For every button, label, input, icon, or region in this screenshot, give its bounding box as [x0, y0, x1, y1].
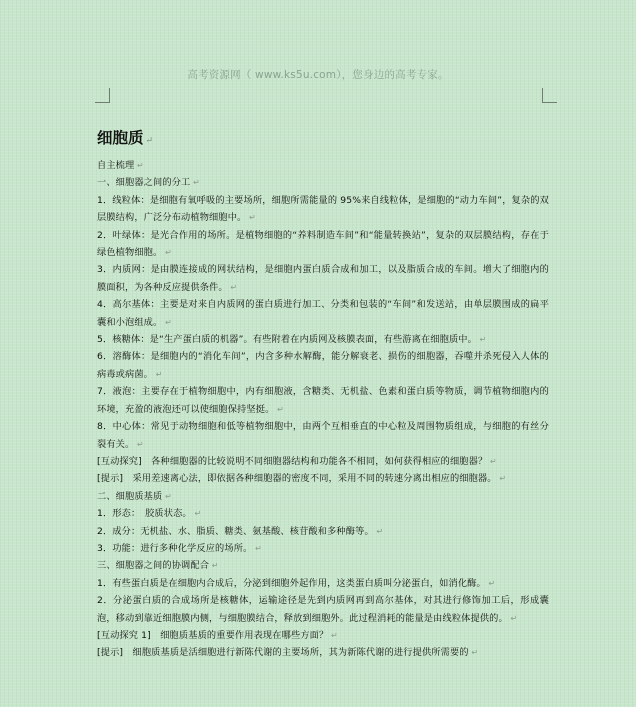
page-header: 高考资源网（ www.ks5u.com），您身边的高考专家。 [187, 69, 449, 81]
paragraph: 4．高尔基体：主要是对来自内质网的蛋白质进行加工、分类和包装的“车间”和发送站，由单层膜围成的扁平囊和小泡组成。 ↵ [97, 296, 549, 331]
title-text: 细胞质 [97, 128, 144, 147]
paragraph: 2．分泌蛋白质的合成场所是核糖体，运输途径是先到内质网再到高尔基体，对其进行修饰加工后，形成囊泡，移动到靠近细胞膜内侧，与细胞膜结合，释放到细胞外。此过程消耗的能量是由线粒体提供的。 ↵ [97, 592, 549, 627]
paragraph: 2．成分：无机盐、水、脂质、糖类、氨基酸、核苷酸和多种酶等。 ↵ [97, 523, 549, 540]
paragraph: 1．线粒体：是细胞有氧呼吸的主要场所，细胞所需能量的 95%来自线粒体，是细胞的“动力车间”，复杂的双层膜结构，广泛分布动植物细胞中。 ↵ [97, 192, 549, 227]
paragraph: 3．功能：进行多种化学反应的场所。 ↵ [97, 540, 549, 557]
paragraph: 2．叶绿体：是光合作用的场所。是植物细胞的“养料制造车间”和“能量转换站”，复杂的双层膜结构，存在于绿色植物细胞。 ↵ [97, 227, 549, 262]
paragraph: 1．有些蛋白质是在细胞内合成后，分泌到细胞外起作用，这类蛋白质叫分泌蛋白，如消化酶。 ↵ [97, 575, 549, 592]
paragraph: [提示] 细胞质基质是活细胞进行新陈代谢的主要场所，其为新陈代谢的进行提供所需要的 ↵ [97, 644, 549, 661]
paragraph: 3．内质网：是由膜连接成的网状结构，是细胞内蛋白质合成和加工，以及脂质合成的车间。增大了细胞内的膜面积，为各种反应提供条件。 ↵ [97, 261, 549, 296]
paragraph: 8．中心体：常见于动物细胞和低等植物细胞中，由两个互相垂直的中心粒及周围物质组成，与细胞的有丝分裂有关。 ↵ [97, 418, 549, 453]
document-title [97, 126, 549, 148]
paragraph: 自主梳理 ↵ [97, 157, 549, 174]
paragraph: 一、细胞器之间的分工 ↵ [97, 174, 549, 191]
paragraph: [互动探究] 各种细胞器的比较说明不同细胞器结构和功能各不相同，如何获得相应的细胞器？ ↵ [97, 453, 549, 470]
crop-mark-left [95, 88, 110, 103]
paragraph: [互动探究 1] 细胞质基质的重要作用表现在哪些方面？ ↵ [97, 627, 549, 644]
document-body [97, 157, 549, 662]
crop-mark-right [542, 88, 557, 103]
paragraph: 6．溶酶体：是细胞内的“消化车间”，内含多种水解酶，能分解衰老、损伤的细胞器，吞噬并杀死侵入人体的病毒或病菌。 ↵ [97, 348, 549, 383]
paragraph-mark-icon: ↵ [145, 136, 154, 146]
paragraph: 1．形态： 胶质状态。 ↵ [97, 505, 549, 522]
paragraph: 7．液泡：主要存在于植物细胞中，内有细胞液，含糖类、无机盐、色素和蛋白质等物质，调节植物细胞内的环境，充盈的液泡还可以使细胞保持坚挺。 ↵ [97, 383, 549, 418]
document-content[interactable] [97, 126, 549, 662]
paragraph: 三、细胞器之间的协调配合 ↵ [97, 557, 549, 574]
paragraph: 5．核糖体：是“生产蛋白质的机器”。有些附着在内质网及核膜表面，有些游离在细胞质中。 ↵ [97, 331, 549, 348]
paragraph: 二、细胞质基质 ↵ [97, 488, 549, 505]
paragraph: [提示] 采用差速离心法，即依据各种细胞器的密度不同，采用不同的转速分离出相应的细胞器。 ↵ [97, 470, 549, 487]
